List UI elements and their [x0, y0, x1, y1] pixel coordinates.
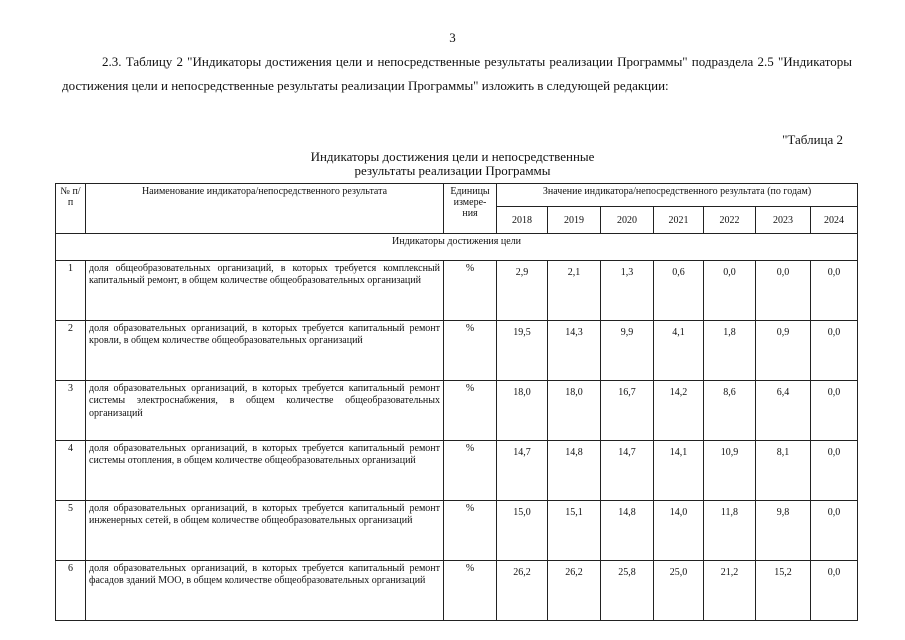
row-name: доля образовательных организаций, в которых требуется капитальный ремонт инженерных сетей, в общем количестве общеобразовательных организаций [86, 501, 444, 561]
row-value: 18,0 [548, 381, 601, 441]
row-value: 14,2 [654, 381, 704, 441]
row-value: 0,0 [811, 261, 858, 321]
table-title [0, 150, 905, 178]
row-num: 4 [56, 441, 86, 501]
row-value: 1,3 [601, 261, 654, 321]
row-num: 5 [56, 501, 86, 561]
row-value: 21,2 [704, 561, 756, 621]
row-num: 2 [56, 321, 86, 381]
row-num: 6 [56, 561, 86, 621]
table-row [56, 561, 858, 621]
intro-text [62, 50, 852, 98]
row-value: 14,3 [548, 321, 601, 381]
row-unit: % [444, 441, 497, 501]
row-value: 11,8 [704, 501, 756, 561]
row-value: 0,0 [811, 561, 858, 621]
indicators-table [55, 183, 858, 621]
row-value: 15,0 [497, 501, 548, 561]
row-value: 15,1 [548, 501, 601, 561]
intro-paragraph: 2.3. Таблицу 2 "Индикаторы достижения цели и непосредственные результаты реализации Программы" подраздела 2.5 "Индикаторы достижения цели и непосредственные результаты реализации Программы" изложить в следующей редакции: [62, 54, 852, 93]
row-value: 2,9 [497, 261, 548, 321]
row-name: доля образовательных организаций, в которых требуется капитальный ремонт системы электроснабжения, в общем количестве общеобразовательных организаций [86, 381, 444, 441]
table-row [56, 321, 858, 381]
row-unit: % [444, 381, 497, 441]
header-year: 2020 [601, 207, 654, 234]
section-title: Индикаторы достижения цели [56, 234, 858, 261]
row-name: доля образовательных организаций, в которых требуется капитальный ремонт кровли, в общем количестве общеобразовательных организаций [86, 321, 444, 381]
row-value: 0,0 [811, 441, 858, 501]
row-value: 0,9 [756, 321, 811, 381]
row-value: 25,0 [654, 561, 704, 621]
header-year: 2019 [548, 207, 601, 234]
table-row [56, 441, 858, 501]
row-value: 1,8 [704, 321, 756, 381]
row-value: 0,6 [654, 261, 704, 321]
row-value: 9,8 [756, 501, 811, 561]
section-row [56, 234, 858, 261]
row-value: 14,7 [601, 441, 654, 501]
row-value: 2,1 [548, 261, 601, 321]
header-year: 2021 [654, 207, 704, 234]
row-value: 0,0 [756, 261, 811, 321]
table-row [56, 381, 858, 441]
row-name: доля общеобразовательных организаций, в которых требуется комплексный капитальный ремонт, в общем количестве общеобразовательных организаций [86, 261, 444, 321]
row-value: 26,2 [548, 561, 601, 621]
table-header [56, 184, 858, 234]
table-row [56, 261, 858, 321]
row-value: 8,1 [756, 441, 811, 501]
row-num: 1 [56, 261, 86, 321]
row-value: 9,9 [601, 321, 654, 381]
row-value: 0,0 [811, 501, 858, 561]
row-unit: % [444, 561, 497, 621]
header-values: Значение индикатора/непосредственного результата (по годам) [497, 184, 858, 207]
row-value: 6,4 [756, 381, 811, 441]
row-name: доля образовательных организаций, в которых требуется капитальный ремонт фасадов зданий МОО, в общем количестве общеобразовательных организаций [86, 561, 444, 621]
row-unit: % [444, 261, 497, 321]
header-num: № п/п [56, 184, 86, 234]
row-value: 26,2 [497, 561, 548, 621]
header-year: 2022 [704, 207, 756, 234]
row-value: 8,6 [704, 381, 756, 441]
page-number: 3 [449, 30, 456, 45]
header-year: 2018 [497, 207, 548, 234]
table-title-line-1: Индикаторы достижения цели и непосредственные [310, 149, 595, 164]
row-value: 19,5 [497, 321, 548, 381]
row-value: 18,0 [497, 381, 548, 441]
row-value: 14,7 [497, 441, 548, 501]
row-unit: % [444, 321, 497, 381]
table-label: "Таблица 2 [782, 132, 843, 147]
row-unit: % [444, 501, 497, 561]
row-value: 10,9 [704, 441, 756, 501]
row-value: 14,8 [548, 441, 601, 501]
row-value: 4,1 [654, 321, 704, 381]
table-row [56, 501, 858, 561]
row-value: 16,7 [601, 381, 654, 441]
row-value: 0,0 [704, 261, 756, 321]
row-name: доля образовательных организаций, в которых требуется капитальный ремонт системы отопления, в общем количестве общеобразовательных организаций [86, 441, 444, 501]
header-unit: Единицы измере-ния [444, 184, 497, 234]
table-title-line-2: результаты реализации Программы [354, 163, 551, 178]
row-value: 14,0 [654, 501, 704, 561]
header-year: 2024 [811, 207, 858, 234]
row-value: 14,1 [654, 441, 704, 501]
row-value: 14,8 [601, 501, 654, 561]
row-value: 25,8 [601, 561, 654, 621]
row-num: 3 [56, 381, 86, 441]
row-value: 15,2 [756, 561, 811, 621]
row-value: 0,0 [811, 381, 858, 441]
header-name: Наименование индикатора/непосредственного результата [86, 184, 444, 234]
row-value: 0,0 [811, 321, 858, 381]
table-body [56, 234, 858, 621]
header-year: 2023 [756, 207, 811, 234]
